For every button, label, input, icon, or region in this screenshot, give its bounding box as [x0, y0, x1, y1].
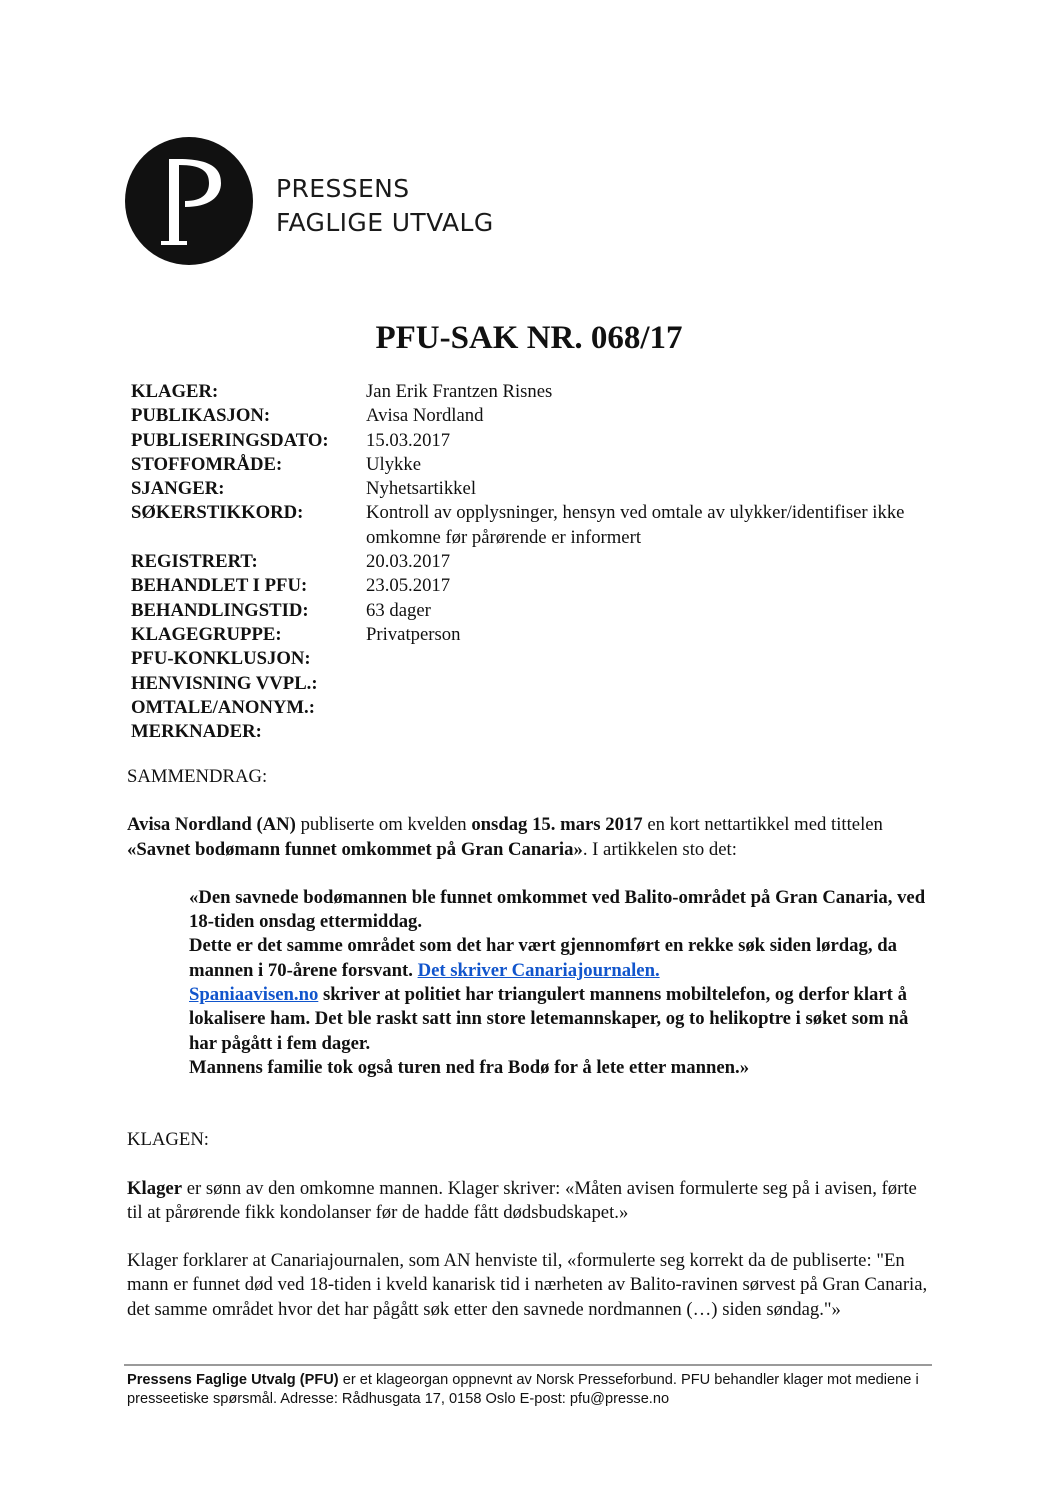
case-metadata-table	[131, 380, 931, 744]
footer-org-name: Pressens Faglige Utvalg (PFU)	[127, 1372, 339, 1388]
meta-row	[131, 501, 931, 550]
meta-value: 20.03.2017	[366, 551, 451, 573]
page-footer	[127, 1371, 937, 1409]
summary-text: publiserte om kvelden	[295, 814, 472, 836]
meta-row	[131, 599, 931, 623]
summary-text: . I artikkelen sto det:	[582, 838, 737, 860]
spaniaavisen-link[interactable]: Spaniaavisen.no	[189, 984, 319, 1006]
complaint-heading: KLAGEN:	[127, 1129, 210, 1151]
meta-key: KLAGER:	[131, 381, 219, 402]
meta-value	[366, 672, 931, 696]
meta-key: SJANGER:	[131, 478, 225, 500]
quote-paragraph: «Den savnede bodømannen ble funnet omkommet ved Balito-området på Gran Canaria, ved 18-tiden onsdag ettermiddag.	[189, 886, 926, 933]
summary-paragraph	[127, 813, 935, 862]
pfu-logo-icon	[125, 137, 253, 265]
footer-divider	[124, 1364, 932, 1366]
meta-value: Kontroll av opplysninger, hensyn ved omtale av ulykker/identifiser ikke omkomne før pårørende er informert	[366, 502, 905, 548]
meta-row	[131, 380, 931, 404]
quote-text: Dette er det samme området som det har vært gjennomført en rekke søk siden lørdag, da mannen i 70-årene forsvant.	[189, 935, 897, 981]
summary-bold-headline: «Savnet bodømann funnet omkommet på Gran Canaria»	[127, 838, 583, 860]
meta-value	[366, 720, 931, 744]
meta-key: MERKNADER:	[131, 721, 262, 743]
meta-row	[131, 720, 931, 744]
meta-value	[366, 696, 931, 720]
meta-key: STOFFOMRÅDE:	[131, 453, 283, 475]
meta-value: Privatperson	[366, 623, 461, 645]
meta-row	[131, 453, 931, 477]
meta-row	[131, 647, 931, 671]
meta-key: OMTALE/ANONYM.:	[131, 696, 315, 718]
meta-key: PUBLISERINGSDATO:	[131, 429, 329, 451]
meta-row	[131, 672, 931, 696]
meta-key: KLAGEGRUPPE:	[131, 623, 282, 645]
meta-value: Ulykke	[366, 453, 422, 475]
meta-value	[366, 647, 931, 671]
complaint-text: er sønn av den omkomne mannen. Klager skriver: «Måten avisen formulerte seg på i avisen, førte til at pårørende fikk kondolanser før de hadde fått dødsbudskapet.»	[127, 1177, 917, 1223]
meta-row	[131, 696, 931, 720]
meta-row	[131, 404, 931, 428]
complaint-paragraph: Klager forklarer at Canariajournalen, som AN henviste til, «formulerte seg korrekt da de publiserte: "En mann er funnet død ved 18-tiden i kveld kanarisk tid i nærheten av Balito-ravinen sørvest på Gran Canaria, det samme området hvor det har pågått søk etter den savnede nordmannen (…) siden søndag."»	[127, 1250, 928, 1320]
meta-value: Avisa Nordland	[366, 405, 484, 427]
logo-line-1: PRESSENS	[276, 174, 410, 203]
quote-paragraph	[189, 934, 935, 1055]
logo-line-2: FAGLIGE UTVALG	[276, 208, 494, 237]
footer-text: er et klageorgan oppnevnt av Norsk Presseforbund. PFU behandler klager mot mediene i presseetiske spørsmål. Adresse: Rådhusgata 17, 0158 Oslo E-post: pfu@presse.no	[127, 1372, 919, 1407]
summary-bold-publication: Avisa Nordland (AN)	[127, 814, 296, 836]
quote-paragraph: Mannens familie tok også turen ned fra Bodø for å lete etter mannen.»	[189, 1056, 750, 1078]
meta-row	[131, 623, 931, 647]
meta-value: 23.05.2017	[366, 575, 451, 597]
meta-value: Jan Erik Frantzen Risnes	[366, 381, 553, 402]
meta-key: PFU-KONKLUSJON:	[131, 648, 311, 670]
meta-row	[131, 574, 931, 598]
meta-value: Nyhetsartikkel	[366, 478, 477, 500]
meta-key: BEHANDLET I PFU:	[131, 575, 308, 597]
meta-key: SØKERSTIKKORD:	[131, 502, 304, 524]
summary-bold-date: onsdag 15. mars 2017	[471, 814, 643, 836]
meta-key: PUBLIKASJON:	[131, 405, 271, 427]
meta-value: 15.03.2017	[366, 429, 451, 451]
meta-row	[131, 477, 931, 501]
meta-key: HENVISNING VVPL.:	[131, 672, 318, 694]
meta-row	[131, 550, 931, 574]
article-quote	[189, 886, 935, 1080]
meta-row	[131, 429, 931, 453]
complaint-bold-klager: Klager	[127, 1177, 183, 1199]
case-title: PFU-SAK NR. 068/17	[375, 320, 683, 356]
logo-wordmark	[276, 172, 494, 240]
summary-heading: SAMMENDRAG:	[127, 766, 268, 787]
meta-key: REGISTRERT:	[131, 551, 258, 573]
canariajournalen-link[interactable]: Det skriver Canariajournalen.	[417, 959, 660, 981]
meta-value: 63 dager	[366, 599, 431, 621]
quote-text: skriver at politiet har triangulert mannens mobiltelefon, og derfor klart å lokalisere ham. Det ble raskt satt inn store letemannskaper, og to helikoptre i søket som nå har pågått i fem dager.	[189, 984, 909, 1054]
document-body	[127, 765, 935, 1322]
summary-text: en kort nettartikkel med tittelen	[642, 814, 883, 836]
meta-key: BEHANDLINGSTID:	[131, 599, 309, 621]
complaint-paragraph	[127, 1177, 935, 1226]
